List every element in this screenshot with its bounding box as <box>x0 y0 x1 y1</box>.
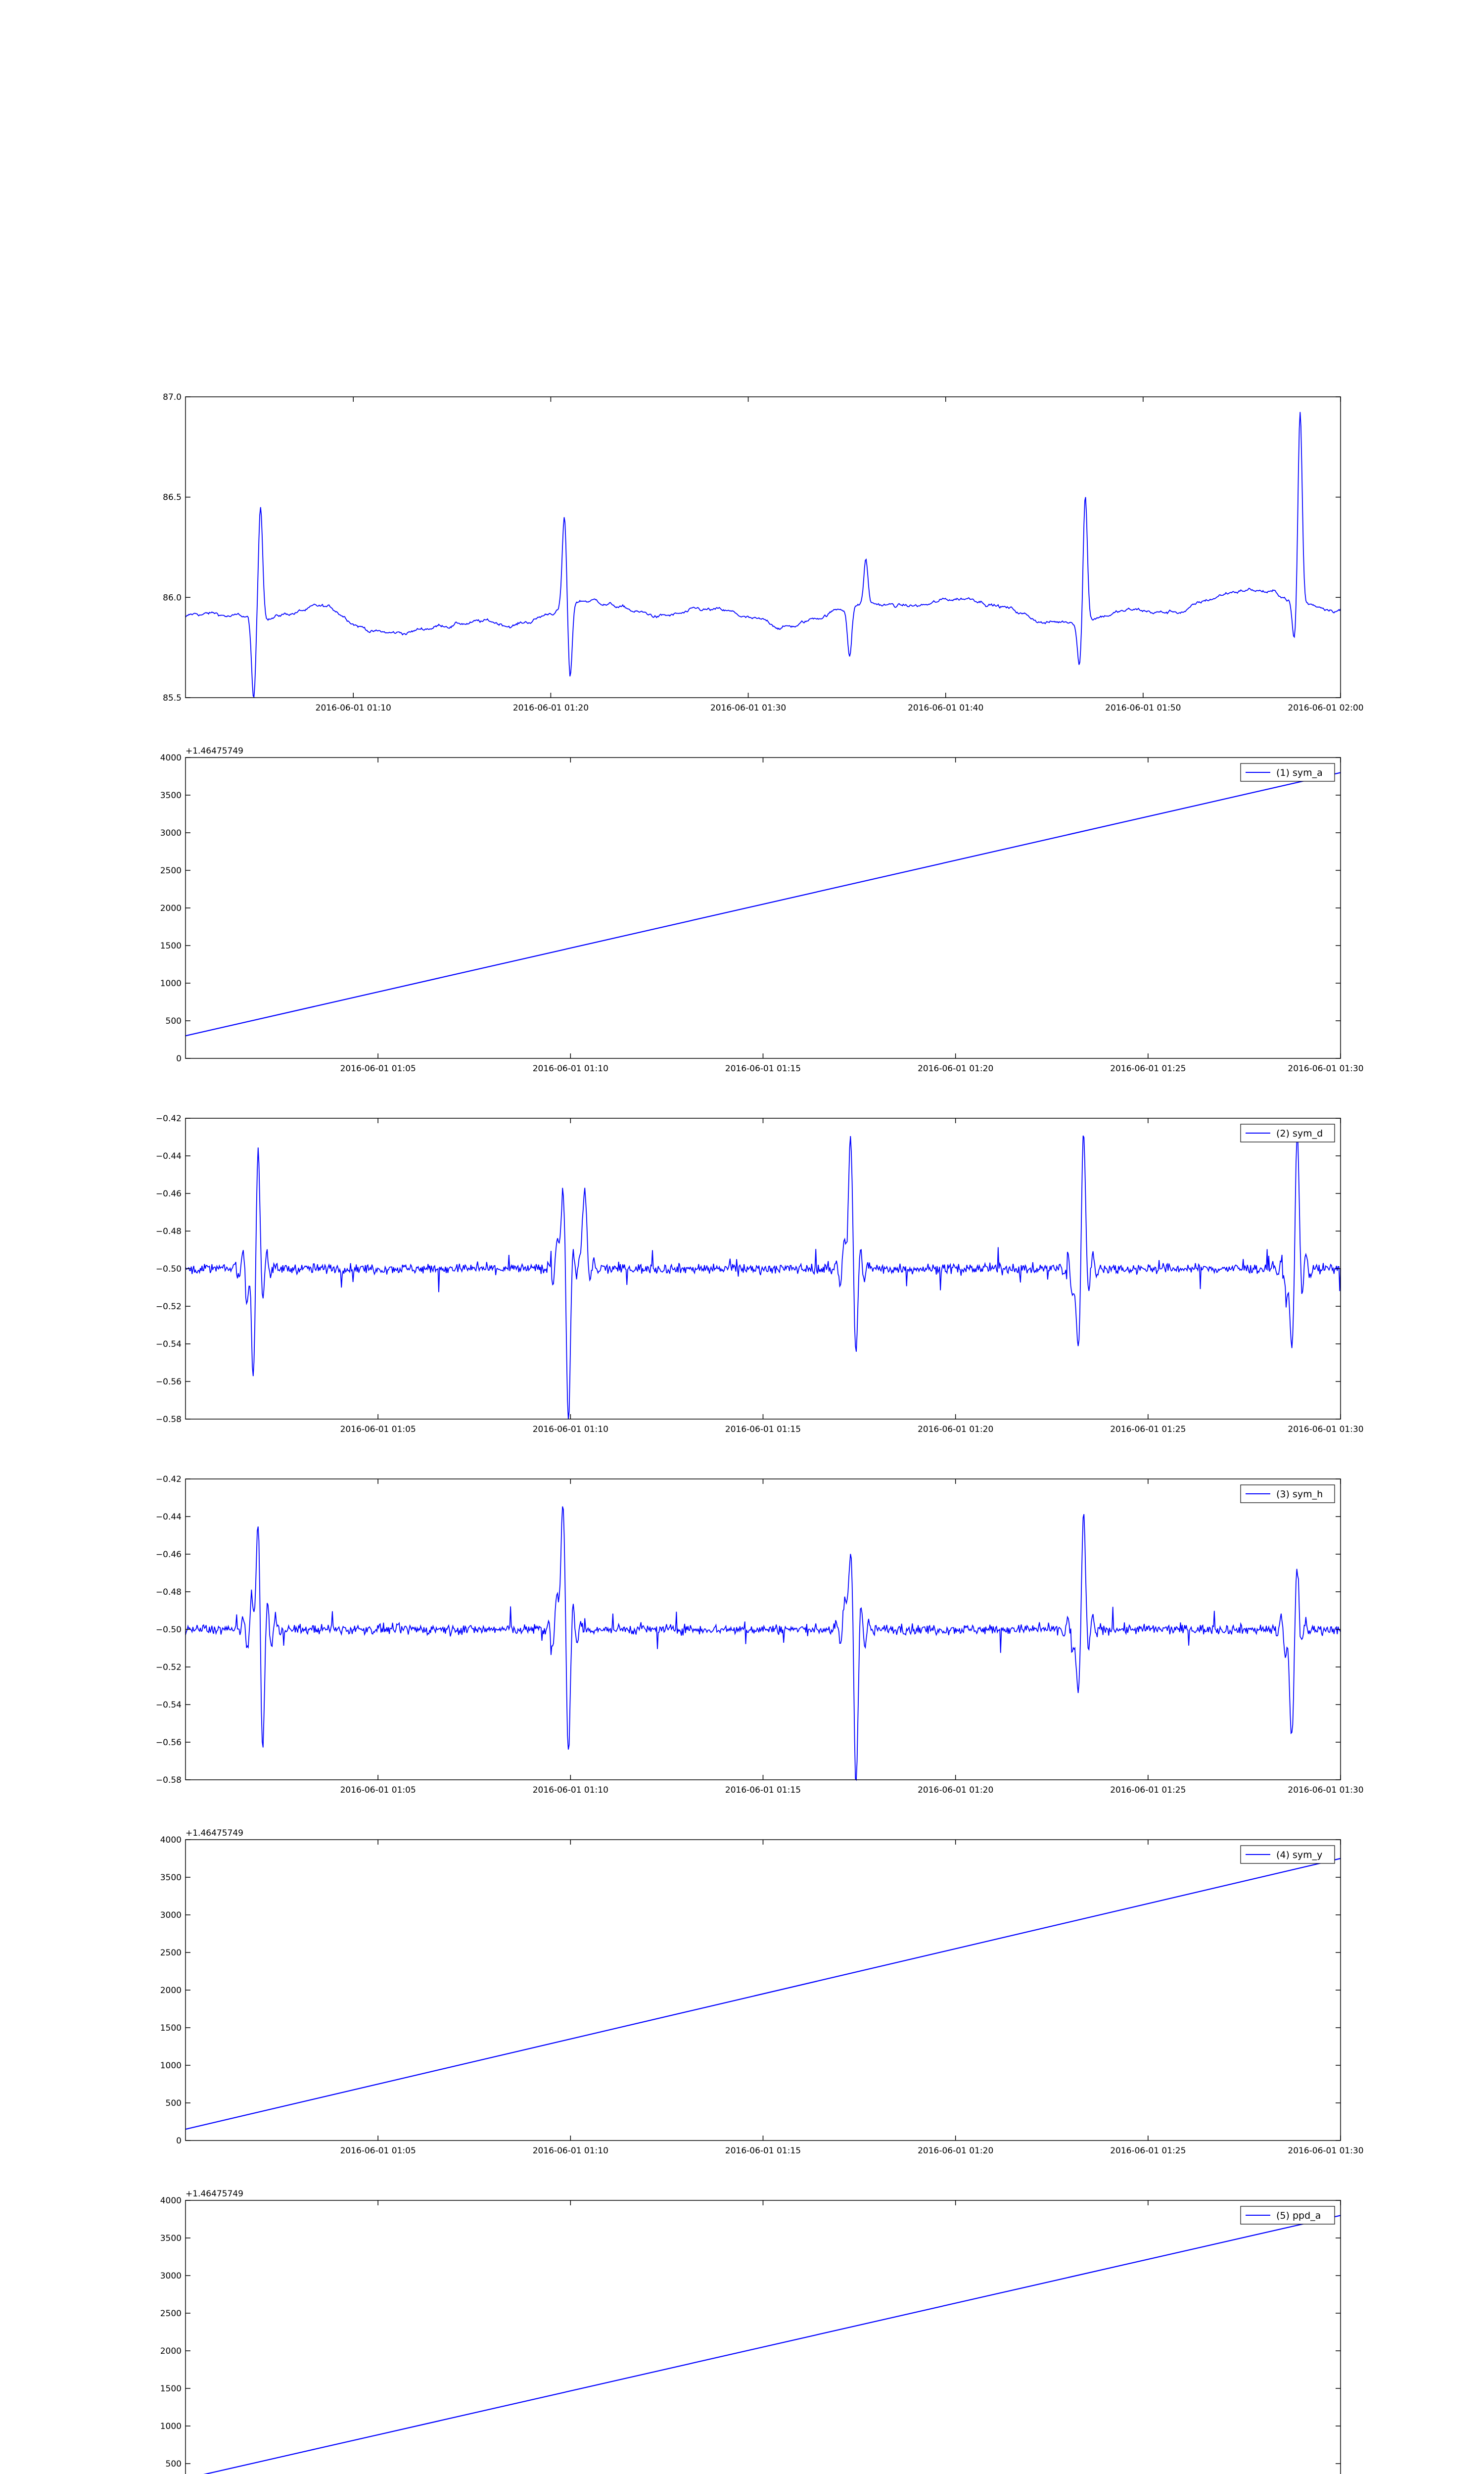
y-tick-label: −0.44 <box>155 1512 182 1522</box>
y-tick-label: 1000 <box>160 2061 182 2071</box>
y-tick-label: 87.0 <box>163 392 182 402</box>
y-tick-label: −0.42 <box>155 1475 182 1484</box>
y-tick-label: 3000 <box>160 1910 182 1920</box>
y-tick-label: 500 <box>165 1016 182 1026</box>
x-tick-label: 2016-06-01 01:30 <box>1288 2146 1364 2156</box>
x-tick-label: 2016-06-01 01:20 <box>512 703 589 713</box>
x-tick-label: 2016-06-01 01:30 <box>1288 1425 1364 1434</box>
y-tick-label: −0.54 <box>155 1700 182 1710</box>
y-tick-label: 0 <box>176 1054 182 1064</box>
x-tick-label: 2016-06-01 01:30 <box>1288 1064 1364 1074</box>
axis-offset-text: +1.46475749 <box>186 746 243 756</box>
y-tick-label: −0.46 <box>155 1189 182 1199</box>
y-tick-label: 3000 <box>160 828 182 838</box>
x-tick-label: 2016-06-01 01:20 <box>918 1425 994 1434</box>
y-tick-label: 0 <box>176 2136 182 2146</box>
y-tick-label: 2000 <box>160 1986 182 1996</box>
y-tick-label: 3000 <box>160 2271 182 2281</box>
y-tick-label: 2000 <box>160 904 182 913</box>
x-tick-label: 2016-06-01 01:05 <box>340 1785 416 1795</box>
y-tick-label: −0.50 <box>155 1264 182 1274</box>
y-tick-label: 85.5 <box>163 693 182 703</box>
x-tick-label: 2016-06-01 01:10 <box>532 1425 608 1434</box>
y-tick-label: 3500 <box>160 2234 182 2243</box>
x-tick-label: 2016-06-01 01:10 <box>532 1785 608 1795</box>
y-tick-label: −0.52 <box>155 1302 182 1312</box>
legend-label: (5) ppd_a <box>1276 2210 1321 2221</box>
y-tick-label: −0.46 <box>155 1550 182 1560</box>
y-tick-label: 1000 <box>160 2422 182 2431</box>
x-tick-label: 2016-06-01 01:10 <box>532 1064 608 1074</box>
legend-label: (4) sym_y <box>1276 1850 1323 1860</box>
y-tick-label: 1500 <box>160 2023 182 2033</box>
x-tick-label: 2016-06-01 01:15 <box>725 2146 801 2156</box>
x-tick-label: 2016-06-01 01:25 <box>1110 2146 1186 2156</box>
y-tick-label: 3500 <box>160 791 182 801</box>
x-tick-label: 2016-06-01 01:05 <box>340 1064 416 1074</box>
x-tick-label: 2016-06-01 01:25 <box>1110 1785 1186 1795</box>
x-tick-label: 2016-06-01 01:10 <box>315 703 391 713</box>
y-tick-label: 4000 <box>160 1835 182 1845</box>
y-tick-label: 500 <box>165 2459 182 2469</box>
y-tick-label: −0.58 <box>155 1775 182 1785</box>
x-tick-label: 2016-06-01 01:30 <box>710 703 787 713</box>
x-tick-label: 2016-06-01 01:50 <box>1105 703 1181 713</box>
legend-label: (2) sym_d <box>1276 1128 1323 1139</box>
y-tick-label: −0.48 <box>155 1587 182 1597</box>
x-tick-label: 2016-06-01 01:25 <box>1110 1425 1186 1434</box>
y-tick-label: −0.58 <box>155 1415 182 1425</box>
y-tick-label: 2000 <box>160 2346 182 2356</box>
x-tick-label: 2016-06-01 01:15 <box>725 1425 801 1434</box>
y-tick-label: 2500 <box>160 1948 182 1958</box>
legend-label: (1) sym_a <box>1276 767 1323 778</box>
y-tick-label: −0.42 <box>155 1114 182 1124</box>
y-tick-label: −0.48 <box>155 1227 182 1237</box>
x-tick-label: 2016-06-01 01:20 <box>918 1785 994 1795</box>
y-tick-label: −0.54 <box>155 1339 182 1349</box>
y-tick-label: 2500 <box>160 866 182 876</box>
y-tick-label: −0.44 <box>155 1151 182 1161</box>
y-tick-label: 86.5 <box>163 492 182 503</box>
y-tick-label: 4000 <box>160 753 182 763</box>
x-tick-label: 2016-06-01 01:40 <box>908 703 984 713</box>
y-tick-label: 86.0 <box>163 593 182 603</box>
x-tick-label: 2016-06-01 01:10 <box>532 2146 608 2156</box>
y-tick-label: 4000 <box>160 2196 182 2206</box>
x-tick-label: 2016-06-01 01:30 <box>1288 1785 1364 1795</box>
axis-offset-text: +1.46475749 <box>186 1828 243 1838</box>
y-tick-label: 1500 <box>160 2384 182 2394</box>
x-tick-label: 2016-06-01 02:00 <box>1288 703 1364 713</box>
x-tick-label: 2016-06-01 01:20 <box>918 1064 994 1074</box>
y-tick-label: −0.56 <box>155 1738 182 1748</box>
axis-offset-text: +1.46475749 <box>186 2189 243 2199</box>
x-tick-label: 2016-06-01 01:15 <box>725 1785 801 1795</box>
y-tick-label: −0.56 <box>155 1377 182 1387</box>
y-tick-label: 1000 <box>160 979 182 989</box>
x-tick-label: 2016-06-01 01:25 <box>1110 1064 1186 1074</box>
x-tick-label: 2016-06-01 01:05 <box>340 1425 416 1434</box>
y-tick-label: 1500 <box>160 941 182 951</box>
x-tick-label: 2016-06-01 01:05 <box>340 2146 416 2156</box>
y-tick-label: 3500 <box>160 1873 182 1883</box>
legend-label: (3) sym_h <box>1276 1489 1323 1500</box>
x-tick-label: 2016-06-01 01:15 <box>725 1064 801 1074</box>
y-tick-label: 2500 <box>160 2309 182 2319</box>
y-tick-label: −0.52 <box>155 1663 182 1672</box>
x-tick-label: 2016-06-01 01:20 <box>918 2146 994 2156</box>
y-tick-label: −0.50 <box>155 1625 182 1635</box>
y-tick-label: 500 <box>165 2098 182 2108</box>
